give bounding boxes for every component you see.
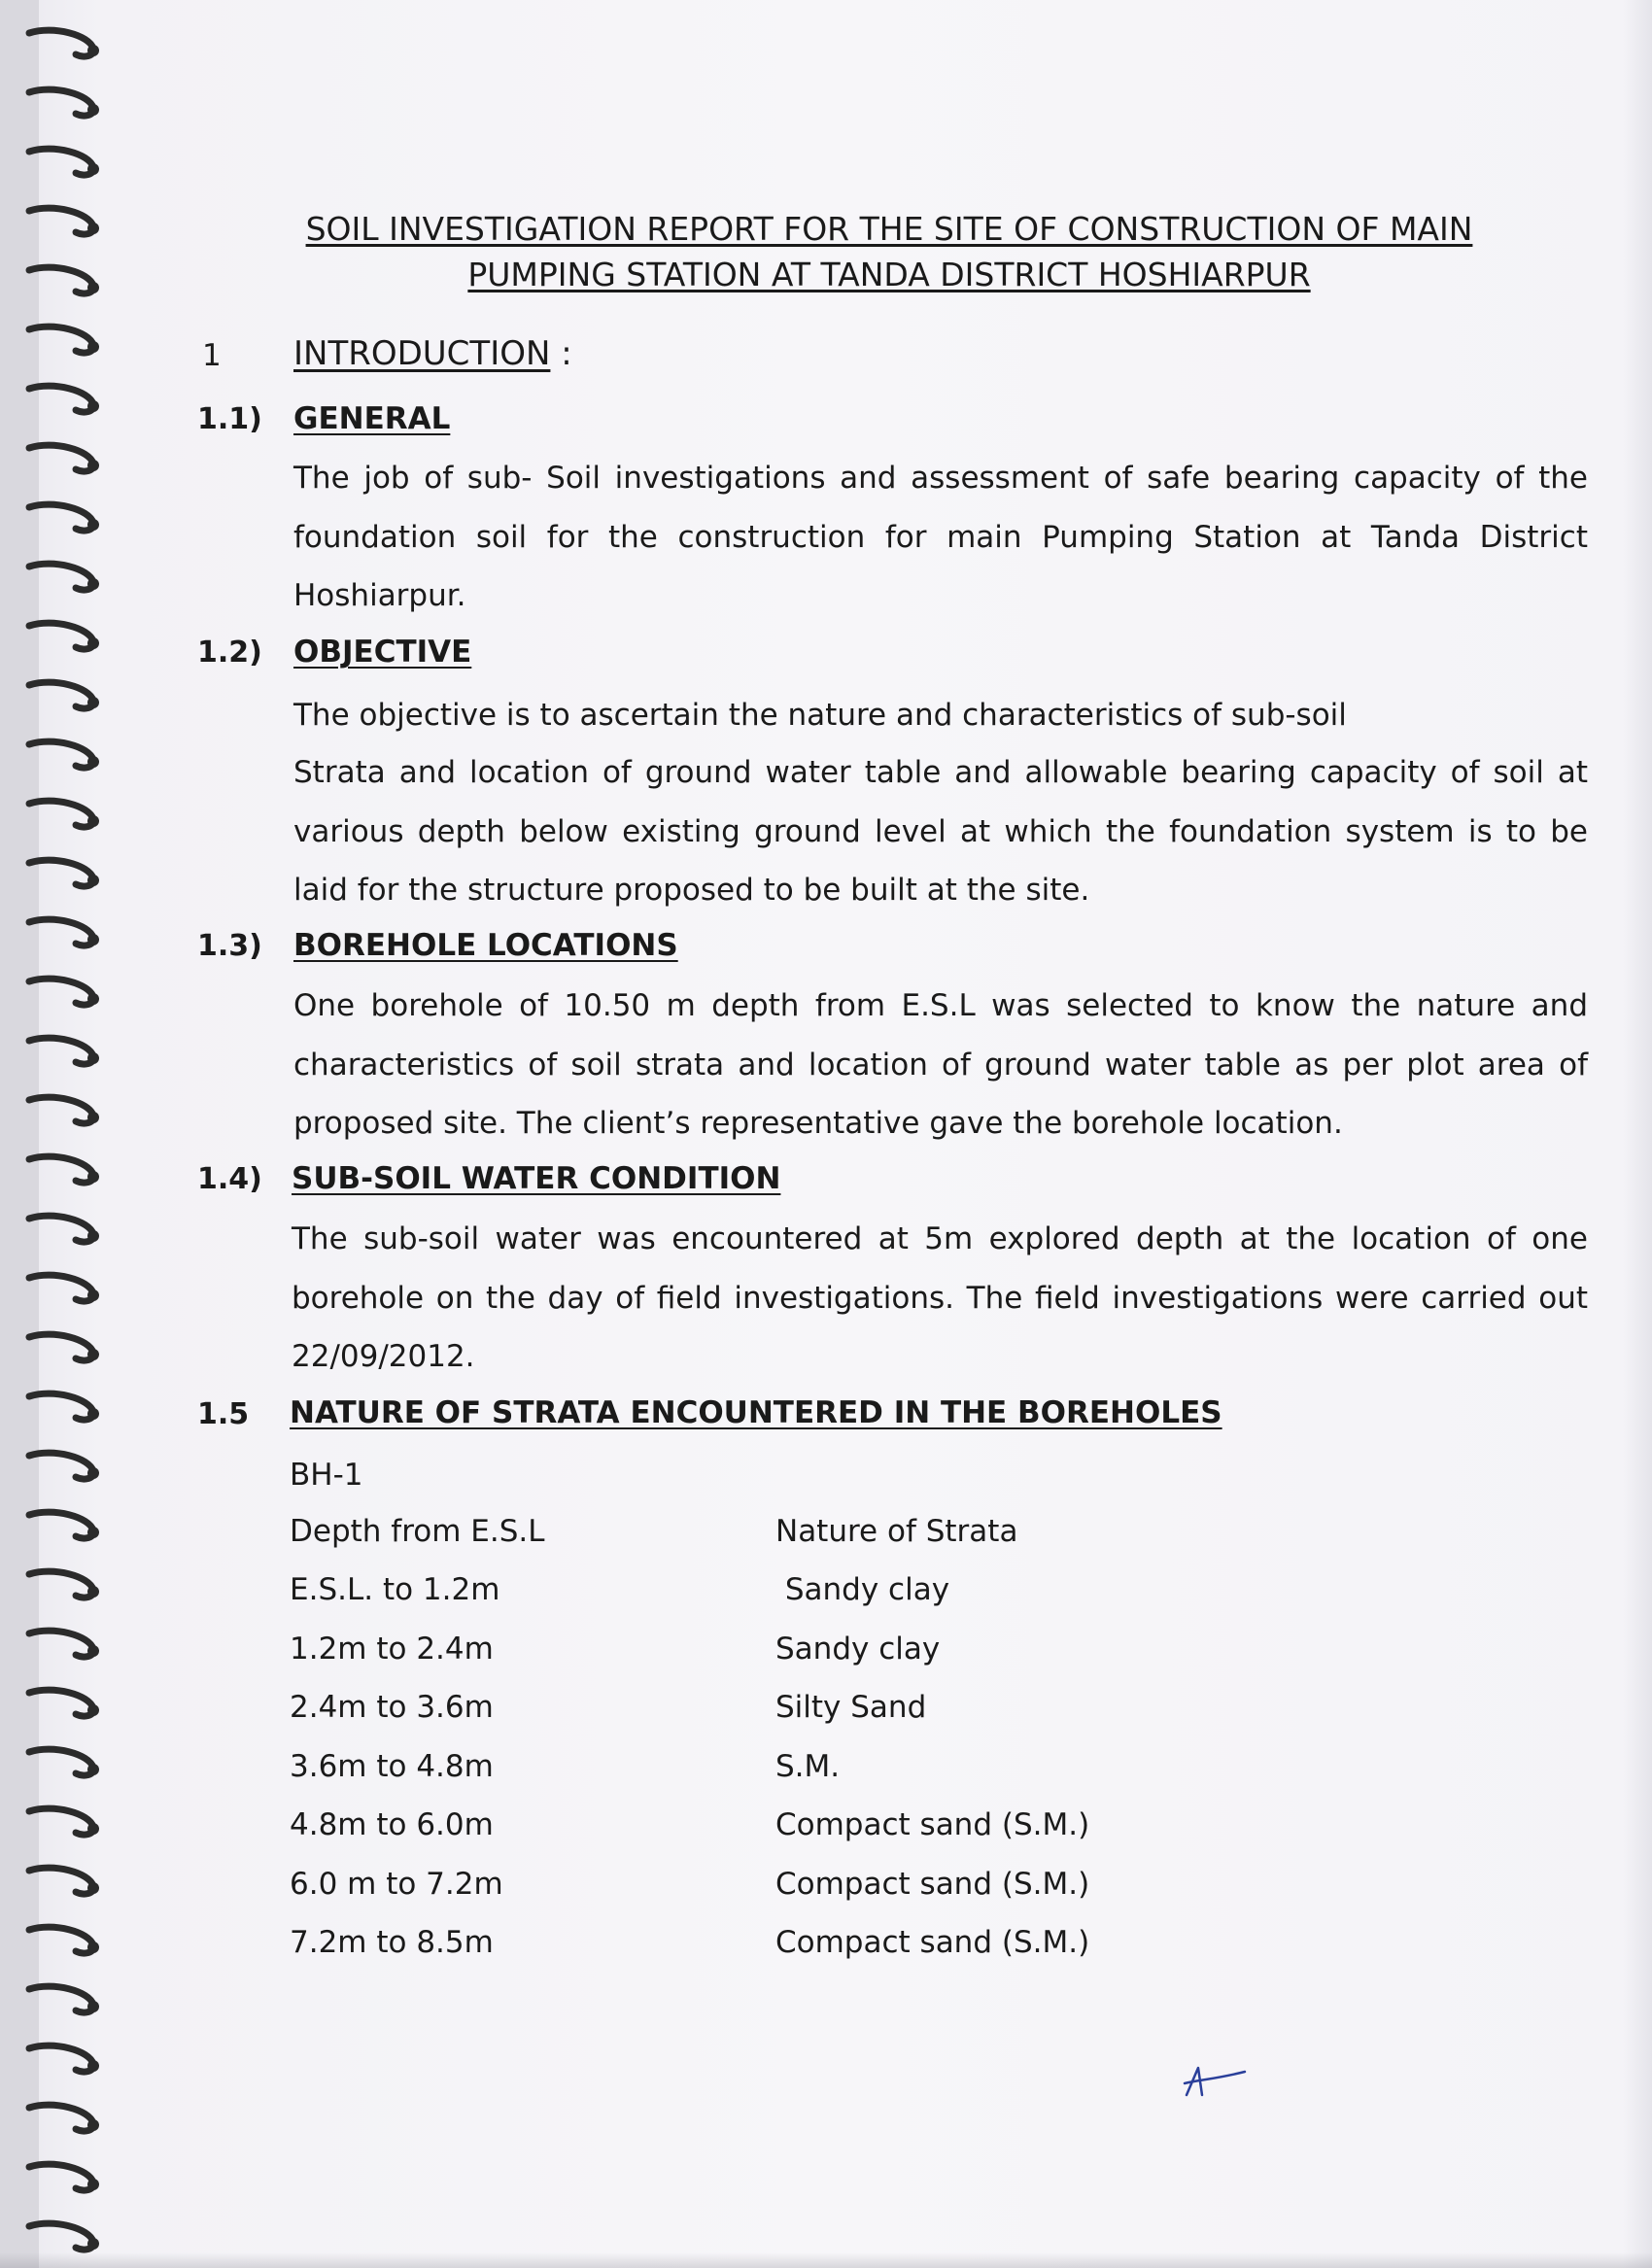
spiral-hole [87, 400, 99, 412]
spiral-hole [87, 341, 99, 353]
spiral-hole [87, 815, 99, 827]
strata-row-depth: 7.2m to 8.5m [290, 1925, 494, 1960]
intro-heading-block [293, 334, 572, 373]
spiral-hole [87, 460, 99, 471]
intro-heading-suffix: : [550, 334, 572, 373]
spiral-hole [87, 1230, 99, 1242]
objective-heading: OBJECTIVE [293, 635, 472, 670]
spiral-hole [87, 2179, 99, 2190]
spiral-hole [87, 875, 99, 886]
spiral-hole [87, 2119, 99, 2131]
spiral-hole [87, 2238, 99, 2250]
strata-row-nature: Compact sand (S.M.) [775, 1807, 1090, 1842]
strata-row-nature: Compact sand (S.M.) [775, 1867, 1090, 1902]
spiral-hole [87, 1764, 99, 1775]
spiral-hole [87, 993, 99, 1005]
spiral-hole [87, 1289, 99, 1301]
strata-row-depth: 4.8m to 6.0m [290, 1807, 494, 1842]
report-title [243, 206, 1535, 297]
spiral-hole [87, 1052, 99, 1064]
spiral-hole [87, 1645, 99, 1657]
spiral-hole [87, 697, 99, 708]
spiral-hole [87, 104, 99, 116]
strata-row-nature: S.M. [775, 1749, 841, 1784]
section-number-borehole-locations: 1.3) [197, 929, 262, 963]
general-paragraph: The job of sub- Soil investigations and assessment of safe bearing capacity of the foundation soil for the construction for main Pumping Station at Tanda District Hoshiarpur. [293, 461, 1588, 613]
strata-col-header-nature: Nature of Strata [775, 1514, 1018, 1549]
spiral-hole [87, 1942, 99, 1953]
report-title-line-2: PUMPING STATION AT TANDA DISTRICT HOSHIARPUR [467, 256, 1311, 293]
spiral-hole [87, 578, 99, 590]
spiral-hole [87, 756, 99, 768]
spiral-hole [87, 1704, 99, 1716]
spiral-hole [87, 2060, 99, 2072]
strata-row-depth: E.S.L. to 1.2m [290, 1572, 500, 1607]
section-number-intro: 1 [202, 338, 222, 373]
spiral-hole [87, 1823, 99, 1835]
spiral-hole [87, 934, 99, 945]
objective-first-line: The objective is to ascertain the nature and characteristics of sub-soil [293, 698, 1347, 733]
spiral-hole [87, 1349, 99, 1360]
objective-paragraph: Strata and location of ground water table and allowable bearing capacity of soil at various depth below existing ground level at which the foundation system is to be laid for the structure proposed to be built at the site. [293, 755, 1588, 908]
section-number-objective: 1.2) [197, 636, 262, 670]
strata-row-nature: Sandy clay [775, 1632, 941, 1667]
strata-row-depth: 3.6m to 4.8m [290, 1749, 494, 1784]
spiral-hole [87, 45, 99, 56]
report-title-line-1: SOIL INVESTIGATION REPORT FOR THE SITE OF CONSTRUCTION OF MAIN [305, 210, 1473, 248]
spiral-hole [87, 1112, 99, 1123]
borehole-id: BH-1 [290, 1458, 363, 1493]
section-number-water-condition: 1.4) [197, 1162, 262, 1196]
strata-row-nature: Silty Sand [775, 1690, 927, 1725]
strata-col-header-depth: Depth from E.S.L [290, 1514, 545, 1549]
spiral-hole [87, 1586, 99, 1598]
spiral-hole [87, 163, 99, 175]
section-number-strata: 1.5 [197, 1397, 250, 1431]
strata-row-depth: 1.2m to 2.4m [290, 1632, 494, 1667]
strata-row-nature: Compact sand (S.M.) [775, 1925, 1090, 1960]
spiral-hole [87, 1527, 99, 1538]
strata-row-depth: 2.4m to 3.6m [290, 1690, 494, 1725]
borehole-locations-heading: BOREHOLE LOCATIONS [293, 928, 678, 963]
intro-heading: INTRODUCTION [293, 334, 551, 373]
page-bottom-shadow [0, 2252, 1652, 2268]
spiral-hole [87, 637, 99, 649]
strata-heading: NATURE OF STRATA ENCOUNTERED IN THE BOREHOLES [290, 1395, 1222, 1430]
strata-row-depth: 6.0 m to 7.2m [290, 1867, 503, 1902]
spiral-hole [87, 1171, 99, 1183]
spiral-binding [0, 0, 117, 2268]
spiral-hole [87, 1467, 99, 1479]
spiral-hole [87, 223, 99, 234]
page-edge-shadow [1623, 0, 1652, 2268]
spiral-hole [87, 2001, 99, 2012]
strata-row-nature: Sandy clay [775, 1572, 950, 1607]
water-condition-paragraph: The sub-soil water was encountered at 5m explored depth at the location of one borehole on the day of field investigations. The field investigations were carried out 22/09/2012. [292, 1221, 1588, 1374]
water-condition-heading: SUB-SOIL WATER CONDITION [292, 1161, 781, 1196]
spiral-hole [87, 519, 99, 531]
spiral-hole [87, 1882, 99, 1894]
spiral-hole [87, 1408, 99, 1420]
section-number-general: 1.1) [197, 402, 262, 436]
borehole-locations-paragraph: One borehole of 10.50 m depth from E.S.L was selected to know the nature and characteristics of soil strata and location of ground water table as per plot area of proposed site. The client’s representative gave the borehole location. [293, 988, 1588, 1141]
signature [1181, 2050, 1249, 2099]
spiral-hole [87, 282, 99, 293]
general-heading: GENERAL [293, 401, 451, 436]
